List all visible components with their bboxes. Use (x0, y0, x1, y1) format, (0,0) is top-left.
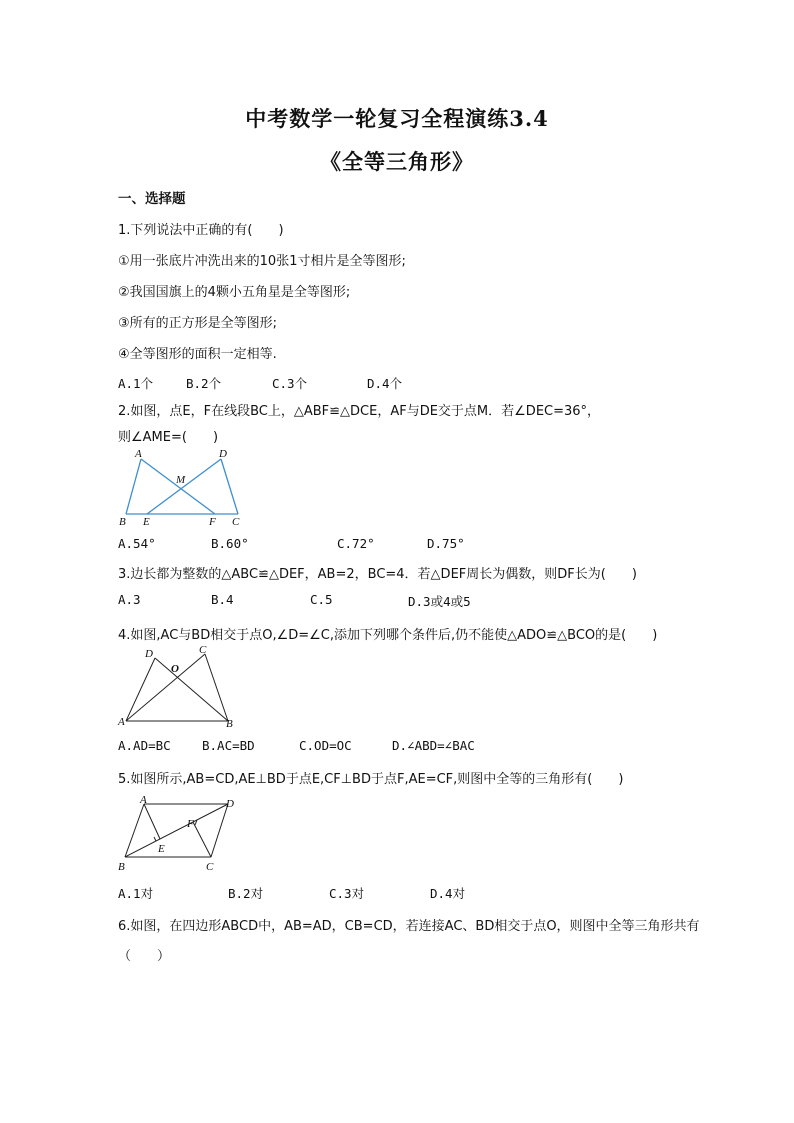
q4-label-b: B (226, 718, 233, 730)
q6-stem-line-1: 6.如图，在四边形ABCD中，AB=AD，CB=CD，若连接AC、BD相交于点O，则图中全等三角形共有 (118, 919, 700, 934)
q5-right-angle-e (154, 837, 156, 841)
q2-option-c: C.72° (337, 536, 375, 551)
q1-option-b: B.2个 (186, 376, 222, 391)
q5-option-b: B.2对 (228, 886, 264, 901)
q5-segment-ae (144, 804, 160, 839)
q5-label-d: D (226, 798, 234, 810)
q3-stem: 3.边长都为整数的△ABC≌△DEF，AB=2，BC=4．若△DEF周长为偶数，则DF长为( ) (118, 567, 637, 582)
q6-stem-line-2: （ ） (118, 949, 171, 964)
q2-option-d: D.75° (427, 536, 465, 551)
q2-label-d: D (219, 448, 227, 460)
q3-option-b: B.4 (211, 592, 234, 607)
document-subtitle: 《全等三角形》 (320, 149, 474, 174)
q2-label-m: M (176, 474, 186, 486)
q1-statement-3: ③所有的正方形是全等图形; (118, 316, 278, 331)
q2-stem-line-1: 2.如图，点E，F在线段BC上，△ABF≌△DCE，AF与DE交于点M．若∠DEC=36°， (118, 404, 601, 419)
q2-label-f: F (209, 516, 216, 528)
q3-option-c: C.5 (310, 592, 333, 607)
q1-statement-1: ①用一张底片冲洗出来的10张1寸相片是全等图形; (118, 254, 406, 269)
q5-stem: 5.如图所示,AB=CD,AE⊥BD于点E,CF⊥BD于点F,AE=CF,则图中全等的三角形有( ) (118, 772, 624, 787)
q5-option-c: C.3对 (329, 886, 365, 901)
q5-option-d: D.4对 (430, 886, 466, 901)
q2-segment-de (147, 459, 221, 514)
document-title: 中考数学一轮复习全程演练3.4 (245, 106, 549, 131)
q5-figure (118, 792, 243, 874)
q5-option-a: A.1对 (118, 886, 154, 901)
q1-statement-4: ④全等图形的面积一定相等. (118, 347, 277, 362)
q4-stem: 4.如图,AC与BD相交于点O,∠D=∠C,添加下列哪个条件后,仍不能使△ADO≌△BCO的是( ) (118, 628, 658, 643)
q2-label-a: A (135, 448, 142, 460)
q2-option-b: B.60° (211, 536, 249, 551)
q4-label-d: D (145, 648, 153, 660)
q4-option-c: C.OD=OC (299, 738, 352, 753)
q1-option-a: A.1个 (118, 376, 154, 391)
q1-option-c: C.3个 (272, 376, 308, 391)
q5-label-c: C (206, 861, 214, 873)
q4-option-a: A.AD=BC (118, 738, 171, 753)
q2-label-e: E (143, 516, 150, 528)
q2-option-a: A.54° (118, 536, 156, 551)
q4-option-b: B.AC=BD (202, 738, 255, 753)
q3-option-a: A.3 (118, 592, 141, 607)
q1-stem: 1.下列说法中正确的有( ) (118, 223, 284, 238)
q2-segment-af (141, 459, 215, 514)
q4-label-o: O (171, 663, 179, 675)
q5-segment-bd (125, 804, 228, 857)
q5-label-a: A (140, 794, 147, 806)
q2-segment-ab (126, 459, 141, 514)
q1-option-d: D.4个 (367, 376, 403, 391)
section-heading: 一、选择题 (118, 191, 186, 207)
q3-option-d: D.3或4或5 (408, 594, 471, 609)
q2-label-b: B (119, 516, 126, 528)
q5-label-f: F (187, 818, 194, 830)
q5-label-b: B (118, 861, 125, 873)
q5-label-e: E (158, 843, 165, 855)
q4-option-d: D.∠ABD=∠BAC (392, 738, 475, 753)
q2-figure (118, 446, 248, 528)
q5-segment-cf (193, 822, 211, 857)
q4-segment-ac (126, 654, 205, 721)
q1-statement-2: ②我国国旗上的4颗小五角星是全等图形; (118, 285, 351, 300)
q4-figure (118, 645, 243, 730)
q2-segment-dc (221, 459, 238, 514)
q2-label-c: C (232, 516, 240, 528)
q4-label-c: C (199, 644, 207, 656)
q4-label-a: A (118, 716, 125, 728)
q4-segment-ad (126, 658, 155, 721)
q2-stem-line-2: 则∠AME=( ) (118, 430, 219, 445)
